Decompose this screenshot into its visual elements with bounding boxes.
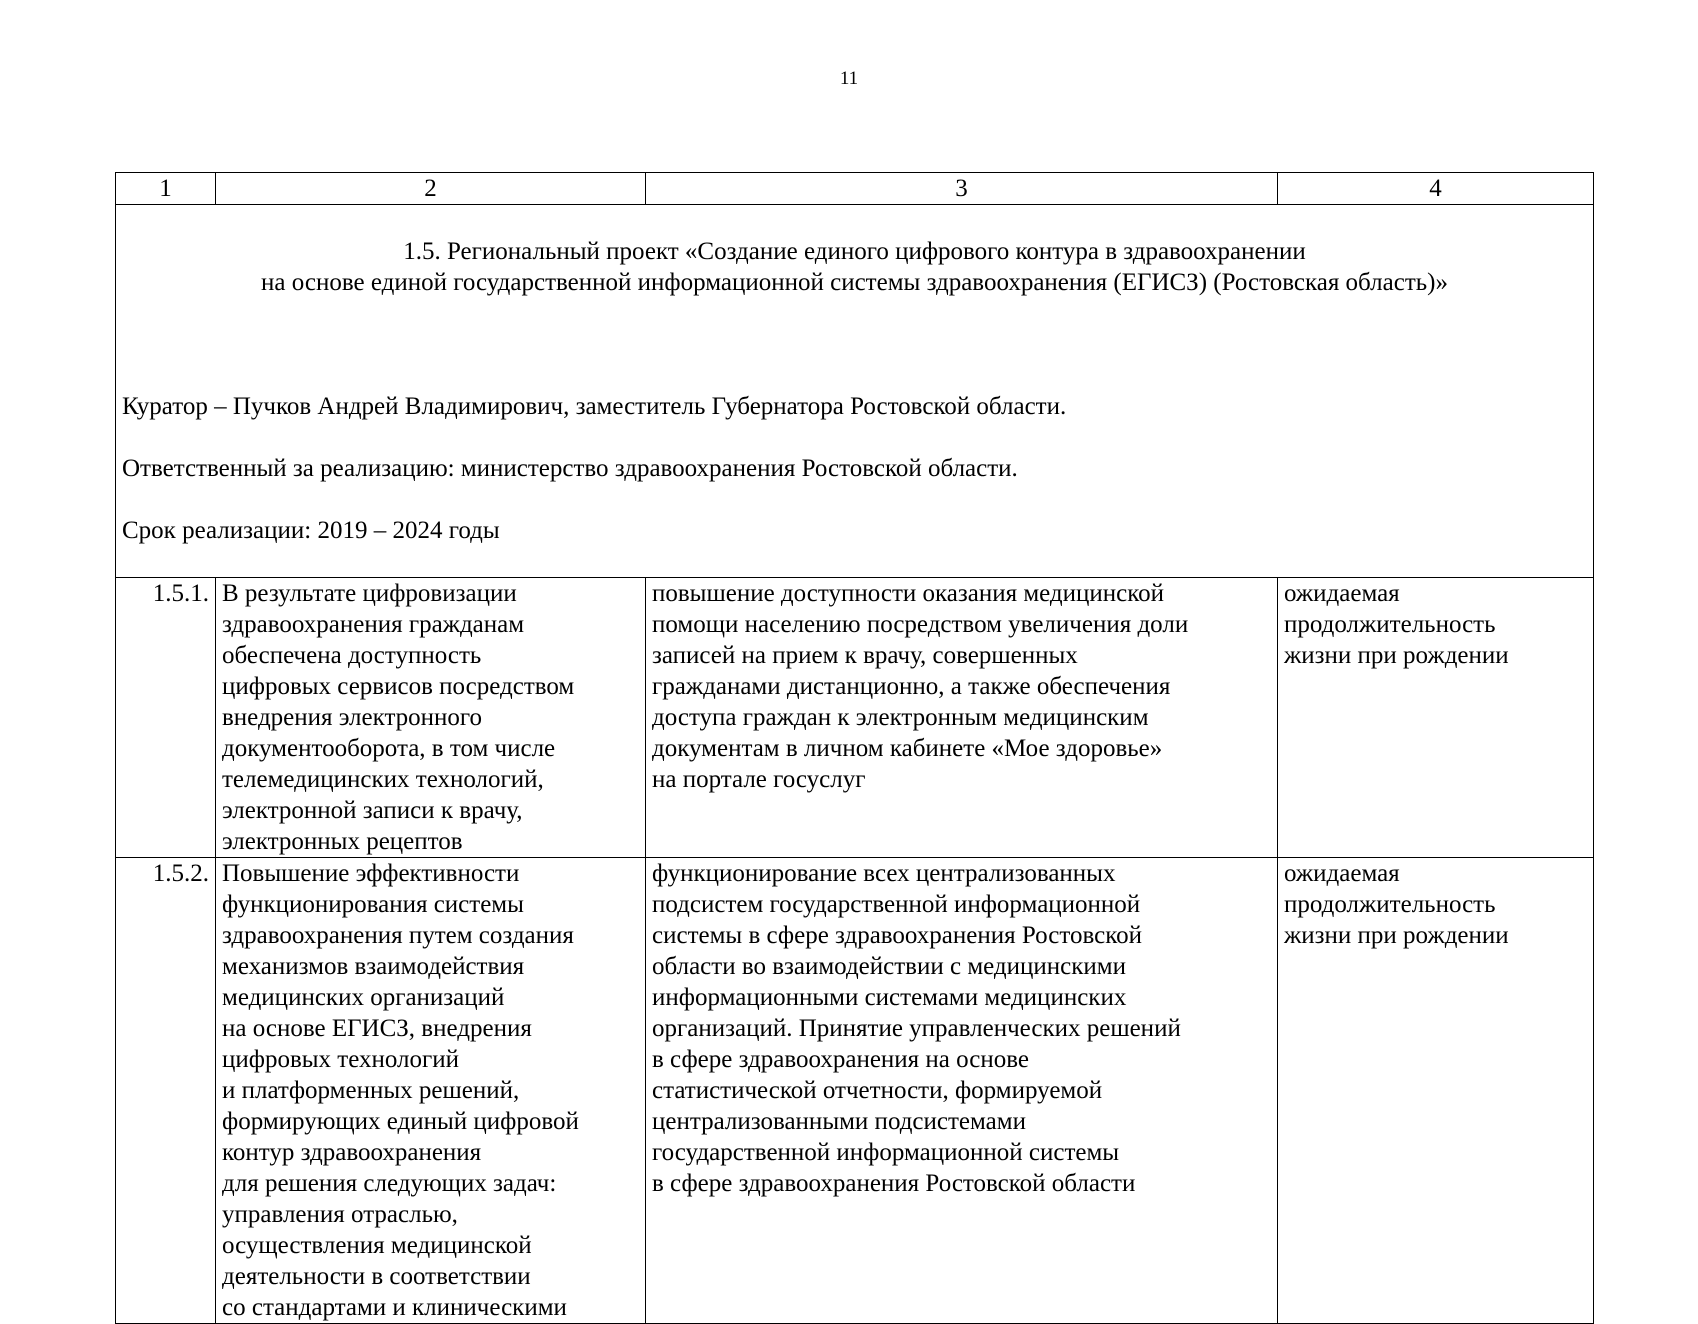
column-header-4: 4 bbox=[1278, 173, 1594, 205]
row-indicator: ожидаемая продолжительность жизни при рождении bbox=[1278, 578, 1594, 858]
section-term: Срок реализации: 2019 – 2024 годы bbox=[122, 517, 500, 544]
row-indicator: ожидаемая продолжительность жизни при рождении bbox=[1278, 858, 1594, 1324]
row-number: 1.5.1. bbox=[116, 578, 216, 858]
section-gap bbox=[122, 329, 1587, 360]
row-result: Повышение эффективности функционирования системы здравоохранения путем создания механизмов взаимодействия медицинских организаций на основе ЕГИСЗ, внедрения цифровых технологий и платформенных решений, формирующих единый цифровой контур здравоохранения для решения следующих задач: управления отраслью, осуществления медицинской деятельности в соответствии со стандартами и клиническими bbox=[216, 858, 646, 1324]
section-row bbox=[116, 205, 1594, 578]
section-title: 1.5. Региональный проект «Создание единого цифрового контура в здравоохранении на основе единой государственной информационной системы здравоохранения (ЕГИСЗ) (Ростовская область)» bbox=[261, 238, 1448, 296]
row-number: 1.5.2. bbox=[116, 858, 216, 1324]
section-responsible: Ответственный за реализацию: министерство здравоохранения Ростовской области. bbox=[122, 455, 1018, 482]
column-header-3: 3 bbox=[646, 173, 1278, 205]
row-result: В результате цифровизации здравоохранения гражданам обеспечена доступность цифровых сервисов посредством внедрения электронного документооборота, в том числе телемедицинских технологий, электронной записи к врачу, электронных рецептов bbox=[216, 578, 646, 858]
table-row bbox=[116, 858, 1594, 1324]
column-header-1: 1 bbox=[116, 173, 216, 205]
row-description: повышение доступности оказания медицинской помощи населению посредством увеличения доли записей на прием к врачу, совершенных гражданами дистанционно, а также обеспечения доступа граждан к электронным медицинским документам в личном кабинете «Мое здоровье» на портале госуслуг bbox=[646, 578, 1278, 858]
section-curator: Куратор – Пучков Андрей Владимирович, заместитель Губернатора Ростовской области. bbox=[122, 393, 1067, 420]
row-description: функционирование всех централизованных подсистем государственной информационной системы в сфере здравоохранения Ростовской области во взаимодействии с медицинскими информационными системами медицинских организаций. Принятие управленческих решений в сфере здравоохранения на основе статистической отчетности, формируемой централизованными подсистемами государственной информационной системы в сфере здравоохранения Ростовской области bbox=[646, 858, 1278, 1324]
table-row bbox=[116, 578, 1594, 858]
project-table bbox=[115, 172, 1594, 1324]
page-number: 11 bbox=[839, 68, 859, 89]
section-cell bbox=[116, 205, 1594, 578]
table-header-row bbox=[116, 173, 1594, 205]
column-header-2: 2 bbox=[216, 173, 646, 205]
